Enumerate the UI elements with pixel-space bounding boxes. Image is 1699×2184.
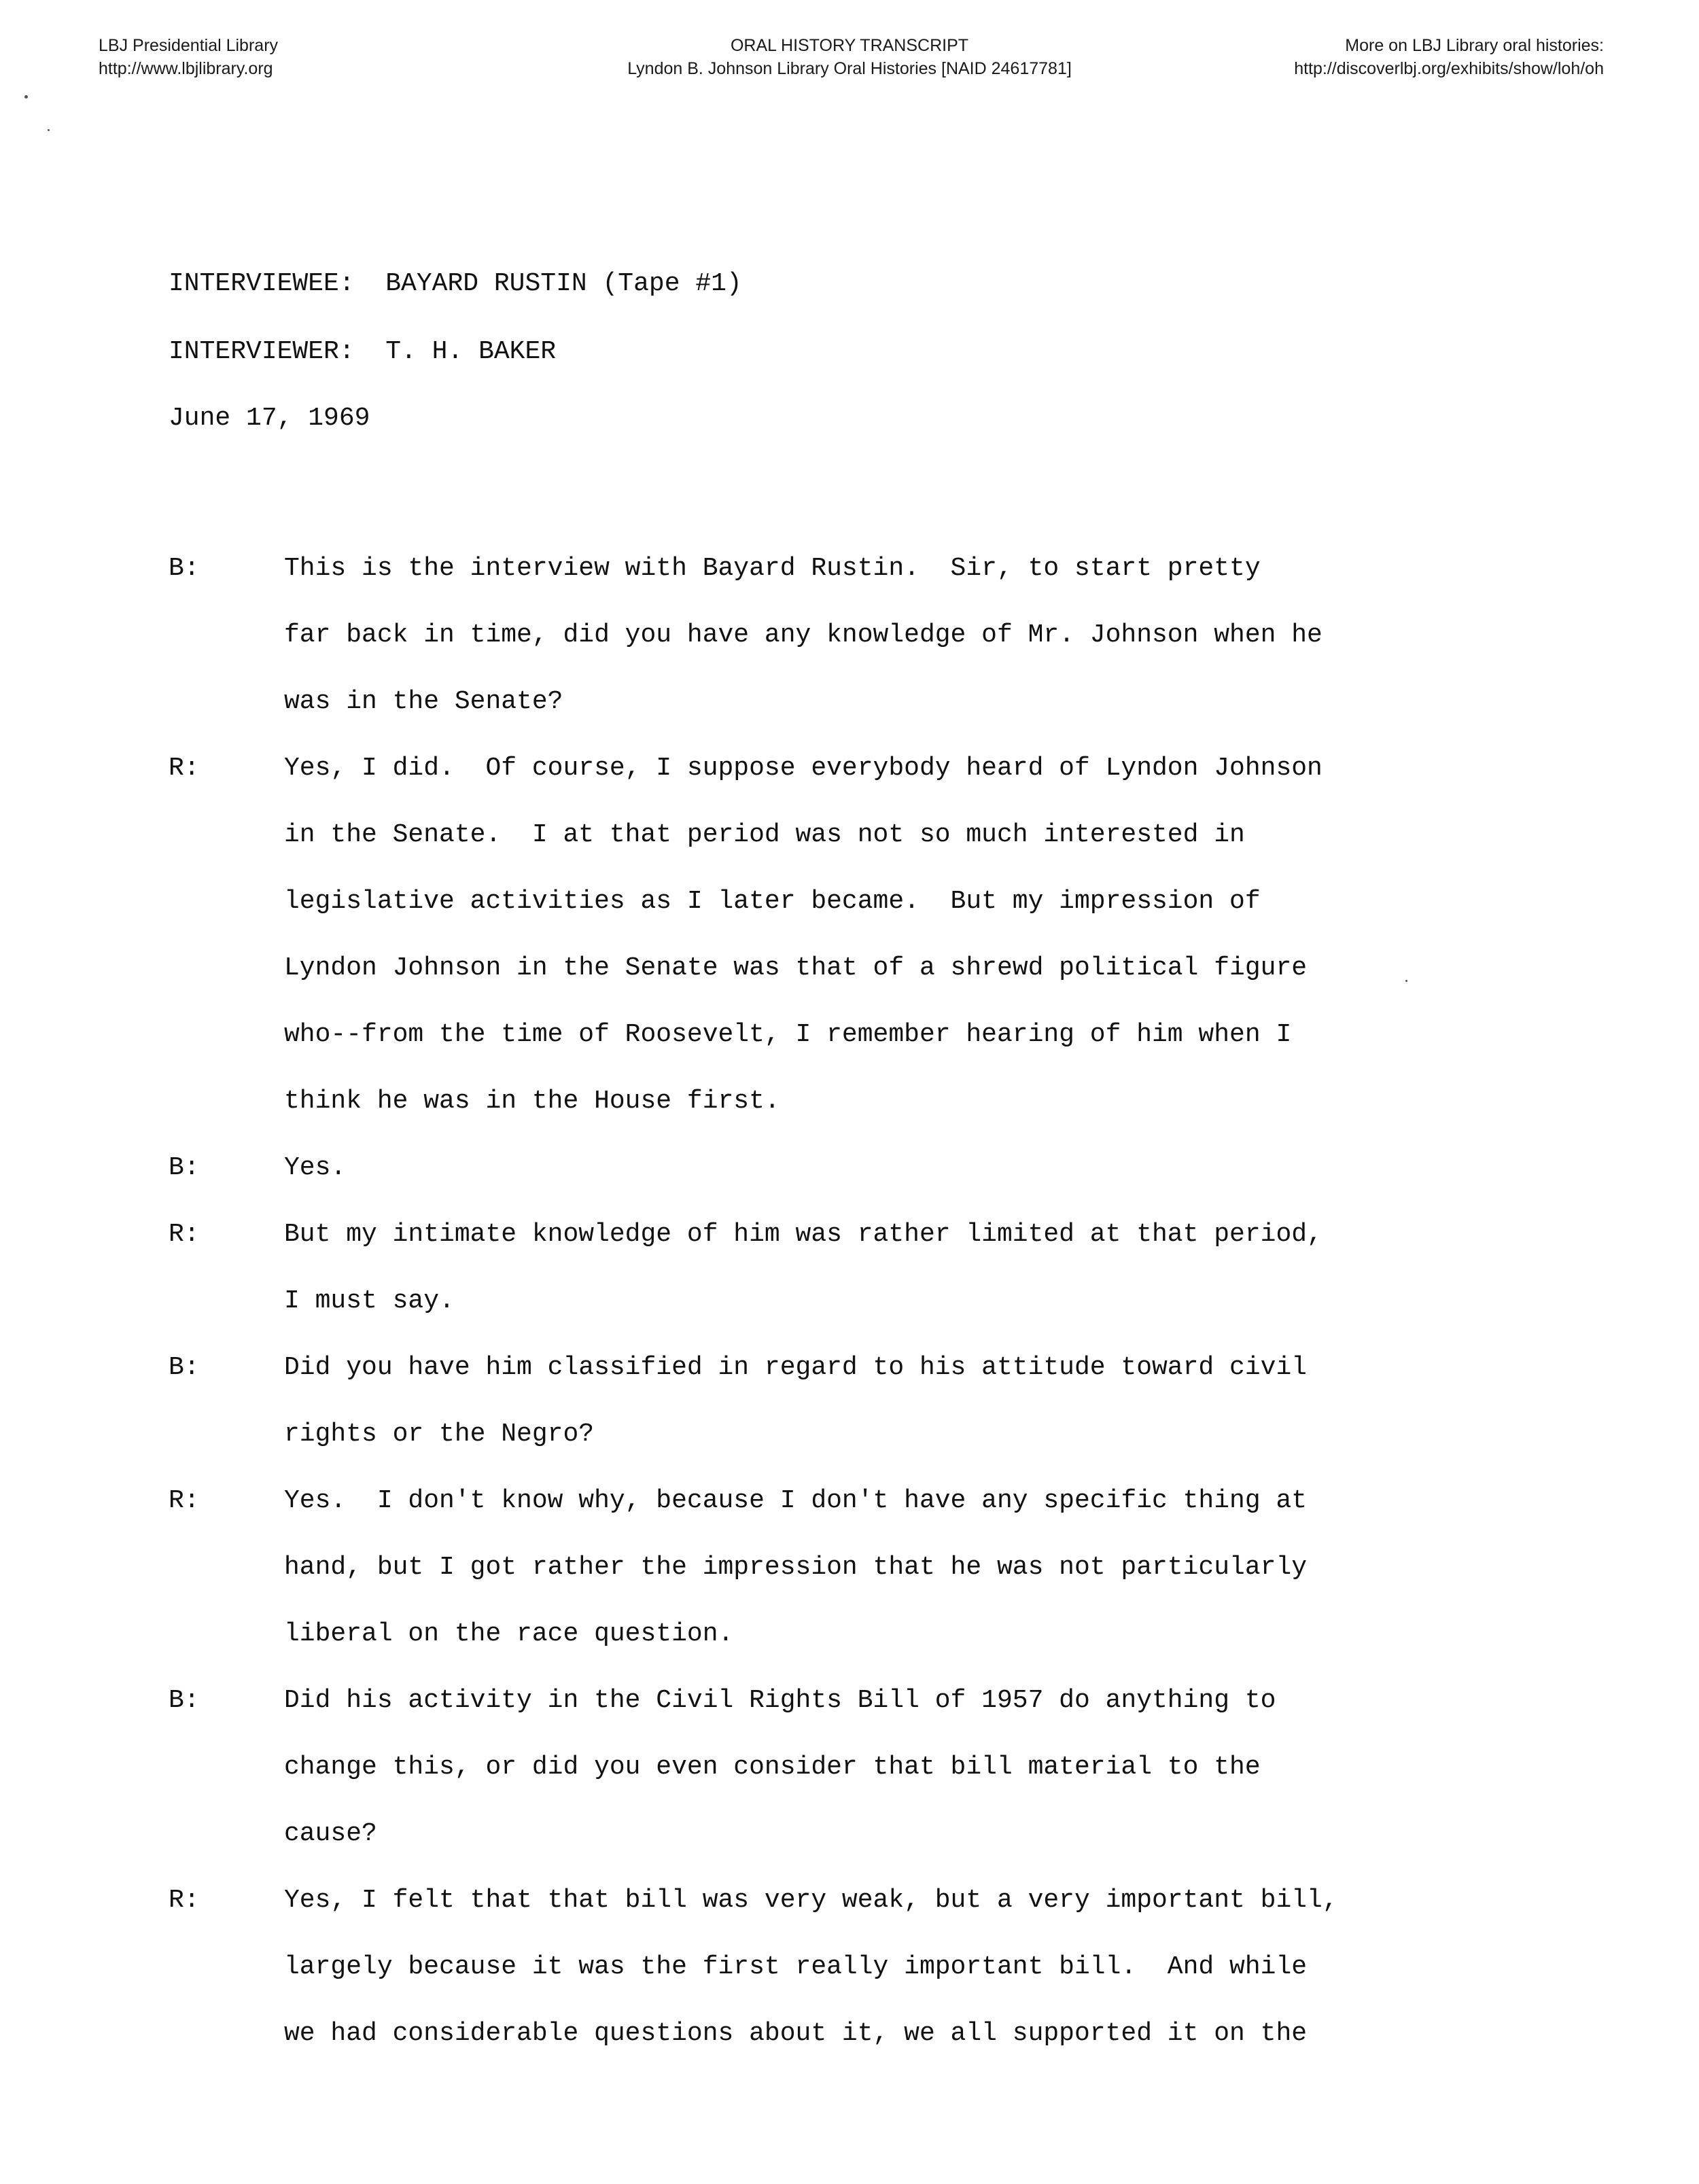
- transcript-turn: [169, 1201, 1460, 1335]
- transcript-line: think he was in the House first.: [284, 1087, 780, 1116]
- transcript-line: Yes, I did. Of course, I suppose everybody heard of Lyndon Johnson: [284, 754, 1323, 783]
- transcript-line: But my intimate knowledge of him was rather limited at that period,: [284, 1220, 1323, 1249]
- scan-speck: [24, 95, 28, 99]
- interviewee-line: INTERVIEWEE: BAYARD RUSTIN (Tape #1): [169, 269, 742, 298]
- transcript-line: in the Senate. I at that period was not so much interested in: [284, 820, 1245, 849]
- transcript-turn: [169, 1668, 1460, 1867]
- transcript-line: Did you have him classified in regard to his attitude toward civil: [284, 1353, 1308, 1382]
- speaker-text: [284, 1335, 1460, 1468]
- speaker-text: [284, 1867, 1460, 2067]
- transcript-line: cause?: [284, 1819, 377, 1848]
- interviewer-line: INTERVIEWER: T. H. BAKER: [169, 337, 557, 366]
- header-collection: Lyndon B. Johnson Library Oral Histories [NAID 24617781]: [627, 59, 1072, 78]
- speaker-text: [284, 1135, 1460, 1201]
- transcript-turn: [169, 1135, 1460, 1201]
- speaker-label: R:: [169, 1220, 200, 1249]
- transcript-turn: [169, 535, 1460, 735]
- transcript-line: This is the interview with Bayard Rustin. Sir, to start pretty: [284, 554, 1261, 583]
- transcript-body: [169, 535, 1460, 2067]
- transcript-line: liberal on the race question.: [284, 1619, 734, 1649]
- transcript-line: Yes. I don't know why, because I don't have any specific thing at: [284, 1486, 1308, 1515]
- transcript-line: I must say.: [284, 1286, 455, 1316]
- speaker-label: B:: [169, 554, 200, 583]
- speaker-text: [284, 735, 1460, 1135]
- transcript-turn: [169, 735, 1460, 1135]
- transcript-line: Did his activity in the Civil Rights Bill of 1957 do anything to: [284, 1686, 1276, 1715]
- speaker-label: R:: [169, 754, 200, 783]
- header-more-label: More on LBJ Library oral histories:: [1345, 36, 1604, 55]
- speaker-text: [284, 535, 1460, 735]
- speaker-text: [284, 1468, 1460, 1668]
- header-title: ORAL HISTORY TRANSCRIPT: [730, 36, 969, 55]
- transcript-line: change this, or did you even consider that bill material to the: [284, 1753, 1261, 1782]
- transcript-line: who--from the time of Roosevelt, I remember hearing of him when I: [284, 1020, 1292, 1049]
- transcript-line: Lyndon Johnson in the Senate was that of a shrewd political figure: [284, 953, 1308, 983]
- speaker-label: R:: [169, 1886, 200, 1915]
- interview-date: June 17, 1969: [169, 404, 370, 433]
- header-library-name: LBJ Presidential Library: [99, 36, 279, 55]
- transcript-line: Yes, I felt that that bill was very weak, but a very important bill,: [284, 1886, 1338, 1915]
- speaker-label: R:: [169, 1486, 200, 1515]
- speaker-label: B:: [169, 1153, 200, 1182]
- transcript-line: we had considerable questions about it, we all supported it on the: [284, 2019, 1308, 2048]
- scan-speck: [48, 129, 50, 131]
- transcript-line: rights or the Negro?: [284, 1420, 595, 1449]
- header-more-info: [1294, 34, 1604, 80]
- speaker-label: B:: [169, 1686, 200, 1715]
- transcript-line: Yes.: [284, 1153, 347, 1182]
- speaker-label: B:: [169, 1353, 200, 1382]
- transcript-turn: [169, 1468, 1460, 1668]
- speaker-text: [284, 1201, 1460, 1335]
- header-library-url: http://www.lbjlibrary.org: [99, 59, 273, 78]
- transcript-line: largely because it was the first really important bill. And while: [284, 1952, 1308, 1982]
- transcript-line: was in the Senate?: [284, 687, 563, 716]
- transcript-turn: [169, 1867, 1460, 2067]
- header-more-url: http://discoverlbj.org/exhibits/show/loh/oh: [1294, 59, 1604, 78]
- transcript-line: legislative activities as I later became. But my impression of: [284, 887, 1261, 916]
- transcript-line: hand, but I got rather the impression that he was not particularly: [284, 1553, 1308, 1582]
- transcript-line: far back in time, did you have any knowledge of Mr. Johnson when he: [284, 620, 1323, 650]
- transcript-turn: [169, 1335, 1460, 1468]
- speaker-text: [284, 1668, 1460, 1867]
